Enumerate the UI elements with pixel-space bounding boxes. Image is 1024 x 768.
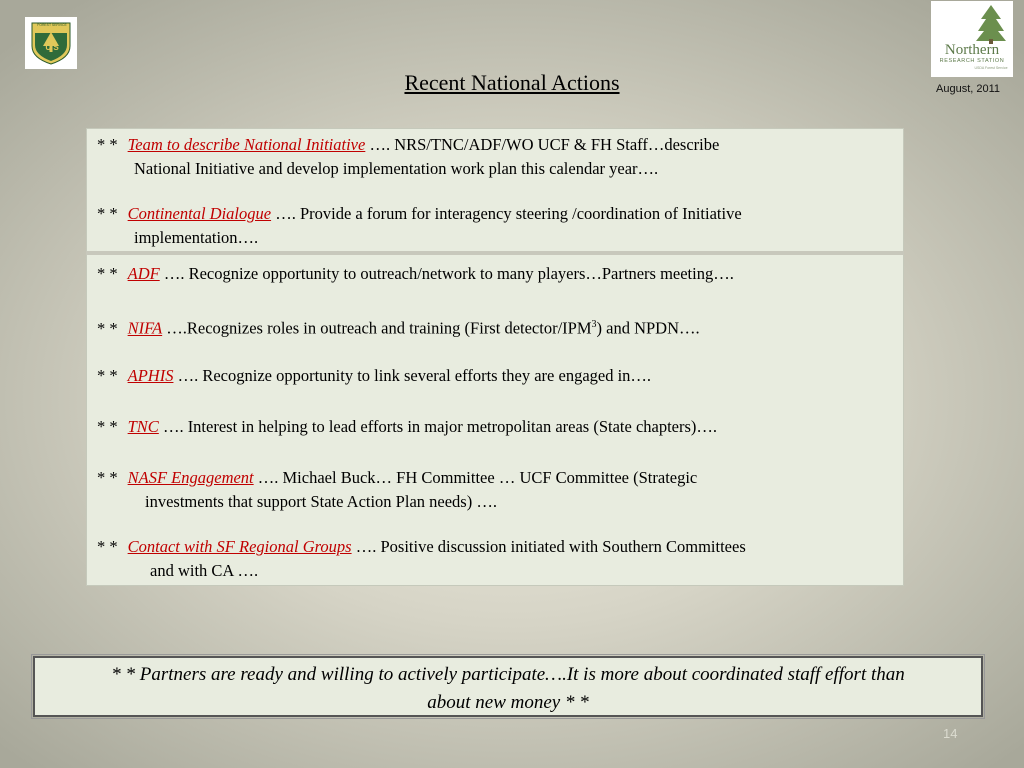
- item-label: NIFA: [127, 318, 163, 338]
- item-text: …. Recognize opportunity to link several efforts they are engaged in….: [173, 366, 652, 385]
- summary-banner: [33, 656, 983, 717]
- item-mark: * *: [97, 366, 118, 385]
- banner-line-2: about new money * *: [427, 692, 589, 713]
- page-title: Recent National Actions: [404, 70, 620, 95]
- item-mark: * *: [97, 318, 118, 338]
- tree-icon: [931, 1, 1013, 45]
- panel-divider: [86, 251, 904, 255]
- item-mark: * *: [97, 204, 118, 223]
- item-continuation: investments that support State Action Plan needs) ….: [145, 492, 497, 511]
- item-text: …. Michael Buck… FH Committee … UCF Committee (Strategic: [253, 468, 698, 487]
- item-mark: * *: [97, 537, 118, 556]
- action-item-tnc: [97, 415, 717, 439]
- action-item-continental: [97, 202, 742, 250]
- item-text: ….Recognizes roles in outreach and training (First detector/IPM: [162, 318, 592, 338]
- logo-left-text: U S: [45, 43, 59, 52]
- action-item-team: [97, 133, 719, 181]
- item-text: …. NRS/TNC/ADF/WO UCF & FH Staff…describe: [365, 135, 720, 154]
- action-item-adf: [97, 262, 734, 286]
- action-item-nifa: [97, 313, 700, 341]
- item-label: ADF: [127, 264, 160, 283]
- item-continuation: National Initiative and develop implementation work plan this calendar year….: [134, 159, 659, 178]
- action-item-aphis: [97, 364, 651, 388]
- item-continuation: implementation….: [134, 228, 259, 247]
- item-mark: * *: [97, 135, 118, 154]
- forest-service-logo: [25, 17, 77, 69]
- banner-line-1: * * Partners are ready and willing to actively participate….It is more about coordinated staff effort than: [111, 664, 905, 685]
- item-text: …. Provide a forum for interagency steering /coordination of Initiative: [271, 204, 742, 223]
- item-label: Contact with SF Regional Groups: [127, 537, 352, 556]
- item-label: APHIS: [127, 366, 174, 385]
- northern-research-station-logo: [931, 1, 1013, 77]
- item-label: Continental Dialogue: [127, 204, 272, 223]
- item-label: NASF Engagement: [127, 468, 254, 487]
- item-label: TNC: [127, 417, 159, 436]
- actions-panel: [86, 128, 904, 586]
- item-text: …. Positive discussion initiated with Southern Committees: [351, 537, 746, 556]
- action-item-nasf: [97, 466, 697, 514]
- logo-right-sub2: USDA Forest Service: [974, 66, 1008, 70]
- item-continuation: and with CA ….: [150, 561, 259, 580]
- item-text: …. Interest in helping to lead efforts in major metropolitan areas (State chapters)….: [158, 417, 718, 436]
- item-mark: * *: [97, 468, 118, 487]
- item-text: …. Recognize opportunity to outreach/network to many players…Partners meeting….: [159, 264, 734, 283]
- page-number: 14: [943, 726, 958, 741]
- action-item-contact: [97, 535, 746, 583]
- logo-right-name: Northern: [944, 42, 1000, 58]
- item-label: Team to describe National Initiative: [127, 135, 366, 154]
- date-label: August, 2011: [936, 83, 1001, 95]
- item-superscript: 3: [591, 319, 597, 330]
- item-mark: * *: [97, 417, 118, 436]
- item-mark: * *: [97, 264, 118, 283]
- item-text-end: ) and NPDN….: [596, 318, 700, 338]
- logo-left-top: FOREST SERVICE: [37, 23, 67, 27]
- logo-right-sub: RESEARCH STATION: [939, 58, 1005, 64]
